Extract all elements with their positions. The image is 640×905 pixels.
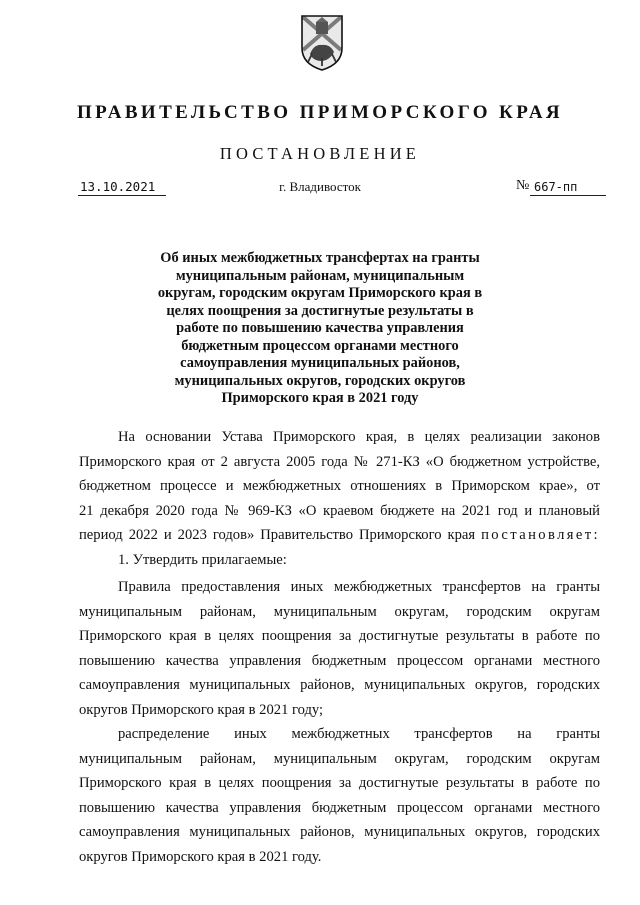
body-line: 1. Утвердить прилагаемые:	[118, 551, 287, 568]
body-line	[79, 523, 600, 548]
rules-paragraph	[79, 575, 600, 722]
body-line: муниципальным районам, муниципальным округам, городским округам	[79, 750, 600, 767]
title-line: Приморского края в 2021 году	[221, 390, 419, 406]
document-title	[140, 250, 500, 408]
title-line: округам, городским округам Приморского края в	[157, 285, 483, 301]
item-1-paragraph	[79, 548, 600, 573]
body-line: Правила предоставления иных межбюджетных трансфертов на гранты	[118, 579, 600, 595]
city: г. Владивосток	[279, 179, 361, 194]
body-line: Приморского края от 2 августа 2005 года № 271-КЗ «О бюджетном устройстве,	[79, 453, 600, 470]
decree-number: 667-пп	[530, 179, 606, 196]
title-line: самоуправления муниципальных районов,	[180, 355, 460, 371]
resolves-word: постановляет:	[481, 527, 600, 543]
body-line: округов Приморского края в 2021 году;	[79, 701, 324, 718]
body-line: повышению качества управления бюджетным процессом органами местного	[79, 799, 600, 816]
body-line: распределение иных межбюджетных трансфертов на гранты	[118, 726, 600, 742]
preamble-paragraph	[79, 425, 600, 548]
title-line: целях поощрения за достигнутые результаты в	[166, 302, 474, 319]
document-type: ПОСТАНОВЛЕНИЕ	[219, 144, 421, 163]
document-body	[79, 425, 600, 869]
body-line: самоуправления муниципальных районов, муниципальных округов, городских	[79, 677, 600, 693]
title-line: муниципальным районам, муниципальным	[175, 267, 465, 284]
coat-of-arms-icon	[300, 14, 344, 72]
number-sign: №	[516, 178, 530, 193]
preamble-tail: период 2022 и 2023 годов» Правительство Приморского края	[79, 527, 476, 543]
body-line: На основании Устава Приморского края, в целях реализации законов	[118, 429, 600, 445]
body-line: муниципальным районам, муниципальным округам, городским округам	[79, 603, 600, 620]
government-name: ПРАВИТЕЛЬСТВО ПРИМОРСКОГО КРАЯ	[76, 102, 564, 123]
body-line: 21 декабря 2020 года № 969-КЗ «О краевом бюджете на 2021 год и плановый	[79, 502, 600, 519]
distribution-paragraph	[79, 722, 600, 869]
body-line: округов Приморского края в 2021 году.	[79, 848, 322, 865]
decree-date: 13.10.2021	[78, 179, 166, 196]
title-line: муниципальных округов, городских округов	[174, 372, 466, 389]
title-line: бюджетным процессом органами местного	[181, 337, 459, 354]
body-line: Приморского края в целях поощрения за достигнутые результаты в работе по	[79, 775, 600, 791]
body-line: повышению качества управления бюджетным процессом органами местного	[79, 652, 600, 669]
title-line: Об иных межбюджетных трансфертах на гранты	[160, 250, 480, 266]
title-line: работе по повышению качества управления	[176, 320, 464, 336]
body-line: Приморского края в целях поощрения за достигнутые результаты в работе по	[79, 628, 600, 644]
body-line: самоуправления муниципальных районов, муниципальных округов, городских	[79, 824, 600, 840]
body-line: бюджетном процессе и межбюджетных отношениях в Приморском крае», от	[79, 478, 600, 494]
